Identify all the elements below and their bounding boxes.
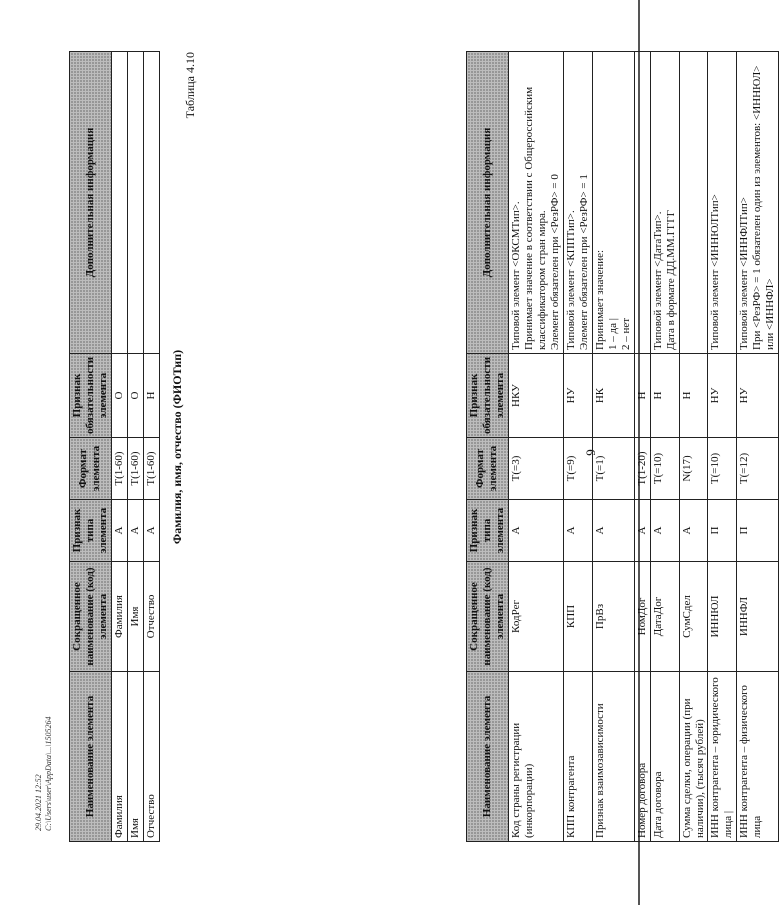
info-line: Дата в формате ДД.ММ.ГГГГ [664, 209, 677, 350]
stamp-path: C:\Users\user\AppData\...\1505264 [43, 716, 53, 831]
table-row [634, 52, 650, 842]
element-name-cell: Фамилия [111, 672, 127, 842]
table-row [111, 52, 127, 842]
element-type-cell: А [143, 500, 159, 562]
element-required-cell: О [111, 354, 127, 438]
element-code-cell: ИННФЛ [737, 562, 779, 672]
element-code-cell: СумСдел [679, 562, 708, 672]
info-line: Типовой элемент <КППТип>. [564, 210, 577, 350]
table-row [508, 52, 563, 842]
element-code-cell: ИННЮЛ [708, 562, 737, 672]
element-required-cell: НКУ [508, 354, 563, 438]
table-number: Таблица 4.10 [183, 52, 197, 119]
element-type-cell: А [111, 500, 127, 562]
element-required-cell: Н [650, 354, 679, 438]
info-line: При <РезРФ> = 1 обязателен один из элементов: <ИННЮЛ> или <ИННФЛ> [751, 65, 777, 350]
element-format-cell: N(17) [679, 438, 708, 500]
info-line: Принимает значение: [593, 249, 606, 350]
table2-header-row [70, 52, 112, 842]
element-info-cell [708, 52, 737, 354]
table1-header-row [467, 52, 509, 842]
print-stamp [34, 717, 53, 831]
element-info-cell [634, 52, 650, 354]
table-row [143, 52, 159, 842]
element-name-cell: КПП контрагента [563, 672, 592, 842]
table1-header-format: Формат элемента [467, 438, 509, 500]
table2-header-required: Признак обязательности элемента [70, 354, 112, 438]
table-row [708, 52, 737, 842]
info-line: 1 – да | [606, 318, 619, 350]
element-code-cell: ПрВз [592, 562, 634, 672]
table-row [563, 52, 592, 842]
element-format-cell: T(=10) [650, 438, 679, 500]
info-line: Типовой элемент <ИННФЛТип> [738, 197, 751, 350]
element-format-cell: T(=1) [592, 438, 634, 500]
element-info-cell [592, 52, 634, 354]
table-row [737, 52, 779, 842]
element-code-cell: КодРег [508, 562, 563, 672]
table2-header-type: Признак типа элемента [70, 500, 112, 562]
element-name-cell: ИНН контрагента – физического лица [737, 672, 779, 842]
element-type-cell: П [737, 500, 779, 562]
table-row [679, 52, 708, 842]
table1-header-name: Наименование элемента [467, 672, 509, 842]
table1-header-required: Признак обязательности элемента [467, 354, 509, 438]
element-required-cell: НУ [708, 354, 737, 438]
element-format-cell: T(=3) [508, 438, 563, 500]
info-line: Элемент обязателен при <РезРФ> = 1 [577, 174, 590, 350]
element-name-cell: Имя [127, 672, 143, 842]
element-required-cell: НК [592, 354, 634, 438]
element-format-cell: T(1-60) [127, 438, 143, 500]
table2-header-format: Формат элемента [70, 438, 112, 500]
info-line: Типовой элемент <ОКСМТип>. [509, 201, 522, 350]
element-info-cell [563, 52, 592, 354]
element-code-cell: Имя [127, 562, 143, 672]
info-line: Типовой элемент <ДатаТип>. [651, 211, 664, 350]
element-format-cell: T(=12) [737, 438, 779, 500]
element-format-cell: T(1-60) [143, 438, 159, 500]
element-type-cell: А [650, 500, 679, 562]
element-format-cell: T(=10) [708, 438, 737, 500]
element-code-cell: Фамилия [111, 562, 127, 672]
element-info-cell [650, 52, 679, 354]
element-info-cell [111, 52, 127, 354]
element-info-cell [143, 52, 159, 354]
element-type-cell: А [127, 500, 143, 562]
element-format-cell: T(=9) [563, 438, 592, 500]
table-row [127, 52, 143, 842]
fio-table [69, 51, 160, 842]
element-format-cell: T(1-60) [111, 438, 127, 500]
element-info-cell [508, 52, 563, 354]
element-name-cell: ИНН контрагента – юридического лица | [708, 672, 737, 842]
element-info-cell [679, 52, 708, 354]
element-required-cell: Н [634, 354, 650, 438]
element-info-cell [127, 52, 143, 354]
element-name-cell: Дата договора [650, 672, 679, 842]
page-number: 9 [583, 449, 598, 456]
element-type-cell: А [592, 500, 634, 562]
element-name-cell: Отчество [143, 672, 159, 842]
element-type-cell: А [563, 500, 592, 562]
element-required-cell: НУ [563, 354, 592, 438]
table2-header-info: Дополнительная информация [70, 52, 112, 354]
table-row [650, 52, 679, 842]
element-type-cell: А [634, 500, 650, 562]
table1-header-type: Признак типа элемента [467, 500, 509, 562]
element-name-cell: Код страны регистрации (инкорпорации) [508, 672, 563, 842]
element-required-cell: Н [143, 354, 159, 438]
element-name-cell: Признак взаимозависимости [592, 672, 634, 842]
info-line: Принимает значение в соответствии с Общероссийским классификатором стран мира. [522, 86, 548, 350]
element-format-cell: T(1-20) [634, 438, 650, 500]
element-name-cell: Сумма сделки, операции (при наличии), (тысяч рублей) [679, 672, 708, 842]
stamp-date: 29.04.2021 12:52 [34, 774, 43, 831]
table1-header-info: Дополнительная информация [467, 52, 509, 354]
table2-header-name: Наименование элемента [70, 672, 112, 842]
element-required-cell: Н [679, 354, 708, 438]
table2-caption: Фамилия, имя, отчество (ФИОТип) [170, 349, 184, 545]
element-required-cell: НУ [737, 354, 779, 438]
element-required-cell: О [127, 354, 143, 438]
info-line: Элемент обязателен при <РезРФ> = 0 [548, 174, 561, 350]
element-type-cell: А [508, 500, 563, 562]
element-type-cell: П [708, 500, 737, 562]
element-code-cell: Отчество [143, 562, 159, 672]
element-info-cell [737, 52, 779, 354]
info-line: 2 – нет [619, 317, 632, 350]
table-row [592, 52, 634, 842]
table2-header-code: Сокращенное наименование (код) элемента [70, 562, 112, 672]
info-line: Типовой элемент <ИННЮЛТип> [709, 194, 722, 350]
element-code-cell: ДатаДог [650, 562, 679, 672]
main-elements-table [466, 51, 779, 842]
element-code-cell: КПП [563, 562, 592, 672]
element-code-cell: НомДог [634, 562, 650, 672]
element-type-cell: А [679, 500, 708, 562]
table1-header-code: Сокращенное наименование (код) элемента [467, 562, 509, 672]
element-name-cell: Номер договора [634, 672, 650, 842]
